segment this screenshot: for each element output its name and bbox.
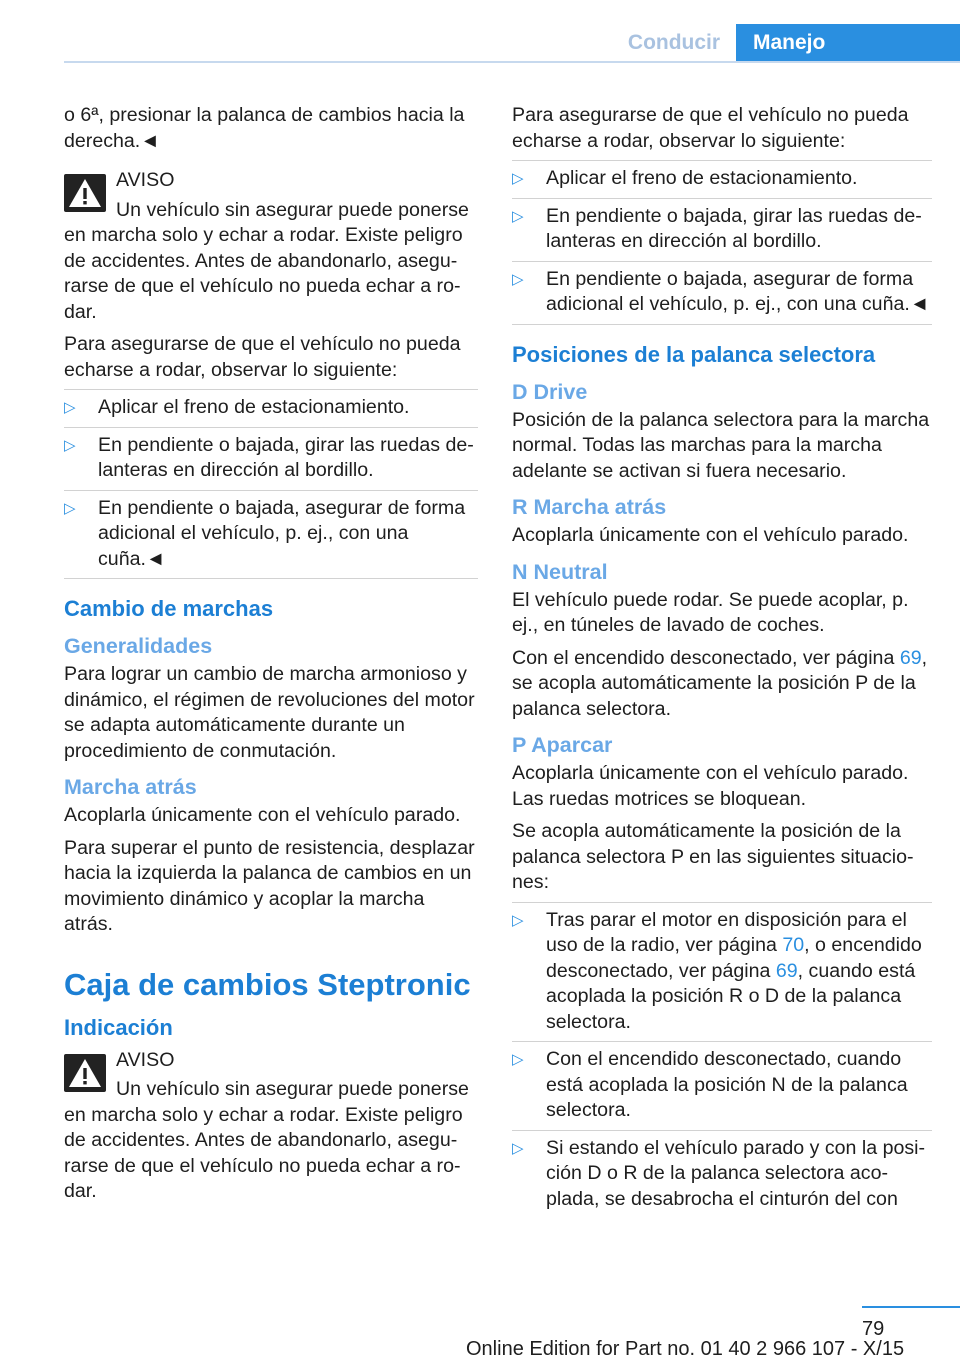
neutral-text-2: Con el encendido desconectado, ver página 69, se acopla automáticamente la posición P de la palanca selectora. — [512, 646, 928, 720]
heading-cambio: Cambio de marchas — [64, 596, 274, 621]
warning-block — [64, 1048, 478, 1074]
page-number: 79 — [862, 1318, 885, 1340]
heading-park: P Aparcar — [512, 733, 613, 757]
reverse-text: Acoplarla únicamente con el vehículo parado. — [512, 524, 909, 546]
heading-generalidades: Generalidades — [64, 634, 213, 658]
heading-reverse: R Marcha atrás — [512, 495, 667, 519]
list-item: ▷ Aplicar el freno de estacionamiento. — [64, 390, 478, 428]
heading-posiciones: Posiciones de la palanca selectora — [512, 341, 876, 367]
list-item: ▷ En pendiente o bajada, asegurar de forma adicional el vehículo, p. ej., con una cuña.◄ — [64, 491, 478, 580]
secure-list — [64, 389, 478, 579]
warning-text: Un vehículo sin asegurar puede ponerse en marcha solo y echar a rodar. Existe peligro de accidentes. Antes de abandonarlo, asegurarse de que el vehículo no pueda echar a rodar. — [64, 1078, 469, 1202]
list-item: ▷ Si estando el vehículo parado y con la posición D o R de la palanca selectora acoplada, se desabrocha el cinturón del con — [512, 1136, 926, 1210]
list-item: ▷ Aplicar el freno de estacionamiento. — [512, 161, 932, 199]
park-text-1: Acoplarla únicamente con el vehículo parado. Las ruedas motrices se bloquean. — [512, 762, 909, 810]
secure-intro: Para asegurarse de que el vehículo no pueda echarse a rodar, observar lo siguiente: — [64, 333, 461, 381]
right-column — [512, 103, 932, 1224]
page-link-69[interactable]: 69 — [899, 646, 922, 669]
footer-rule — [862, 1306, 960, 1308]
warning-title: AVISO — [116, 1048, 175, 1071]
triangle-right-icon: ▷ — [64, 499, 76, 517]
marcha-atras-text-1: Acoplarla únicamente con el vehículo parado. — [64, 804, 461, 826]
warning-triangle-icon — [64, 174, 106, 212]
heading-marcha-atras: Marcha atrás — [64, 775, 197, 799]
heading-drive: D Drive — [512, 379, 588, 404]
list-item: ▷ En pendiente o bajada, girar las ruedas delanteras en dirección al bordillo. — [512, 199, 932, 262]
neutral-text-1: El vehículo puede rodar. Se puede acoplar, p. ej., en túneles de lavado de coches. — [512, 588, 909, 636]
triangle-right-icon: ▷ — [512, 1139, 524, 1157]
park-text-2: Se acopla automáticamente la posición de la palanca selectora P en las siguientes situaciones: — [512, 820, 914, 893]
park-list — [512, 902, 932, 1219]
tab-conducir[interactable]: Conducir — [627, 31, 721, 54]
heading-neutral: N Neutral — [512, 559, 608, 584]
tab-manejo[interactable]: Manejo — [736, 24, 960, 61]
left-column — [64, 103, 478, 1212]
page-link-69[interactable]: 69 — [775, 959, 798, 982]
warning-title: AVISO — [116, 169, 175, 191]
list-item: ▷ Con el encendido desconectado, cuando está acoplada la posición N de la palanca selectora. — [512, 1042, 932, 1131]
secure-list — [512, 160, 932, 325]
triangle-right-icon: ▷ — [64, 436, 76, 454]
intro-text: o 6ª, presionar la palanca de cambios hacia la derecha.◄ — [64, 104, 465, 152]
edition-text: Online Edition for Part no. 01 40 2 966 107 - X/15 — [466, 1338, 905, 1360]
triangle-right-icon: ▷ — [512, 270, 524, 288]
triangle-right-icon: ▷ — [512, 170, 524, 187]
drive-text: Posición de la palanca selectora para la marcha normal. Todas las marchas para la marcha adelante se activan si fuera necesario. — [512, 408, 930, 482]
triangle-right-icon: ▷ — [512, 207, 524, 225]
triangle-right-icon: ▷ — [512, 1051, 524, 1068]
triangle-right-icon: ▷ — [512, 911, 524, 929]
triangle-right-icon: ▷ — [64, 399, 76, 416]
page-link-70[interactable]: 70 — [782, 934, 805, 956]
warning-text: Un vehículo sin asegurar puede ponerse en marcha solo y echar a rodar. Existe peligro de accidentes. Antes de abandonarlo, asegurarse de que el vehículo no pueda echar a rodar. — [64, 198, 469, 323]
warning-triangle-icon — [64, 1054, 106, 1092]
list-item: ▷ En pendiente o bajada, girar las ruedas delanteras en dirección al bordillo. — [64, 428, 478, 491]
list-item: ▷ En pendiente o bajada, asegurar de forma adicional el vehículo, p. ej., con una cuña.◄ — [512, 262, 932, 325]
generalidades-text: Para lograr un cambio de marcha armonioso y dinámico, el régimen de revoluciones del motor se adapta automáticamente durante un procedimiento de conmutación. — [64, 663, 475, 762]
secure-intro: Para asegurarse de que el vehículo no pueda echarse a rodar, observar lo siguiente: — [512, 104, 909, 152]
warning-block — [64, 168, 478, 194]
heading-caja-steptronic: Caja de cambios Steptronic — [64, 966, 471, 1002]
header-rule — [64, 61, 960, 63]
heading-indicacion: Indicación — [64, 1014, 173, 1040]
list-item: ▷ Tras parar el motor en disposición para el uso de la radio, ver página 70, o encendido desconectado, ver página 69, cuando está acoplada la posición R o D de la palanca selectora. — [512, 903, 932, 1043]
marcha-atras-text-2: Para superar el punto de resistencia, desplazar hacia la izquierda la palanca de cambios en un movimiento dinámico y acoplar la marcha atrás. — [64, 836, 475, 935]
